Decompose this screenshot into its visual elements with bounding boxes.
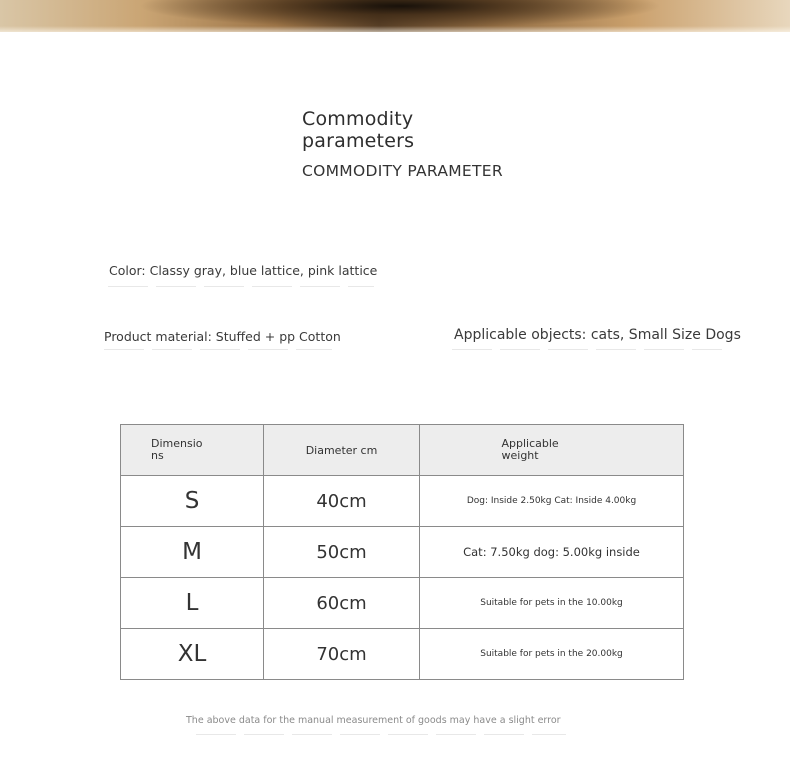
header-weight-label: Applicable weight	[501, 437, 559, 462]
param-applicable-objects: Applicable objects: cats, Small Size Dogs	[454, 327, 741, 343]
divider	[196, 734, 566, 735]
measurement-note: The above data for the manual measurement of goods may have a slight error	[186, 715, 561, 726]
cell-weight: Dog: Inside 2.50kg Cat: Inside 4.00kg	[420, 476, 684, 527]
product-photo-banner	[0, 0, 790, 32]
header-diameter-label: Diameter cm	[305, 443, 378, 457]
cell-weight: Suitable for pets in the 10.00kg	[420, 578, 684, 629]
table-row	[121, 476, 684, 527]
cell-diameter: 70cm	[264, 629, 420, 680]
cell-size: L	[121, 578, 264, 629]
cell-size: S	[121, 476, 264, 527]
table-row	[121, 527, 684, 578]
cell-size: M	[121, 527, 264, 578]
cell-size: XL	[121, 629, 264, 680]
cell-diameter: 40cm	[264, 476, 420, 527]
cell-diameter: 50cm	[264, 527, 420, 578]
section-subtitle: COMMODITY PARAMETER	[302, 162, 503, 180]
table-row	[121, 578, 684, 629]
size-table	[120, 424, 684, 680]
param-color: Color: Classy gray, blue lattice, pink lattice	[109, 263, 378, 278]
param-material: Product material: Stuffed + pp Cotton	[104, 329, 341, 344]
divider	[452, 349, 722, 350]
header-dimensions	[121, 425, 264, 476]
cell-weight: Suitable for pets in the 20.00kg	[420, 629, 684, 680]
divider	[108, 286, 374, 287]
header-diameter	[264, 425, 420, 476]
header-weight	[420, 425, 684, 476]
cell-weight: Cat: 7.50kg dog: 5.00kg inside	[420, 527, 684, 578]
section-title: Commodity parameters	[302, 108, 415, 152]
divider	[104, 349, 332, 350]
header-dimensions-label: Dimensio ns	[151, 437, 203, 462]
section-title-block	[302, 108, 503, 181]
table-header-row	[121, 425, 684, 476]
table-row	[121, 629, 684, 680]
cell-diameter: 60cm	[264, 578, 420, 629]
